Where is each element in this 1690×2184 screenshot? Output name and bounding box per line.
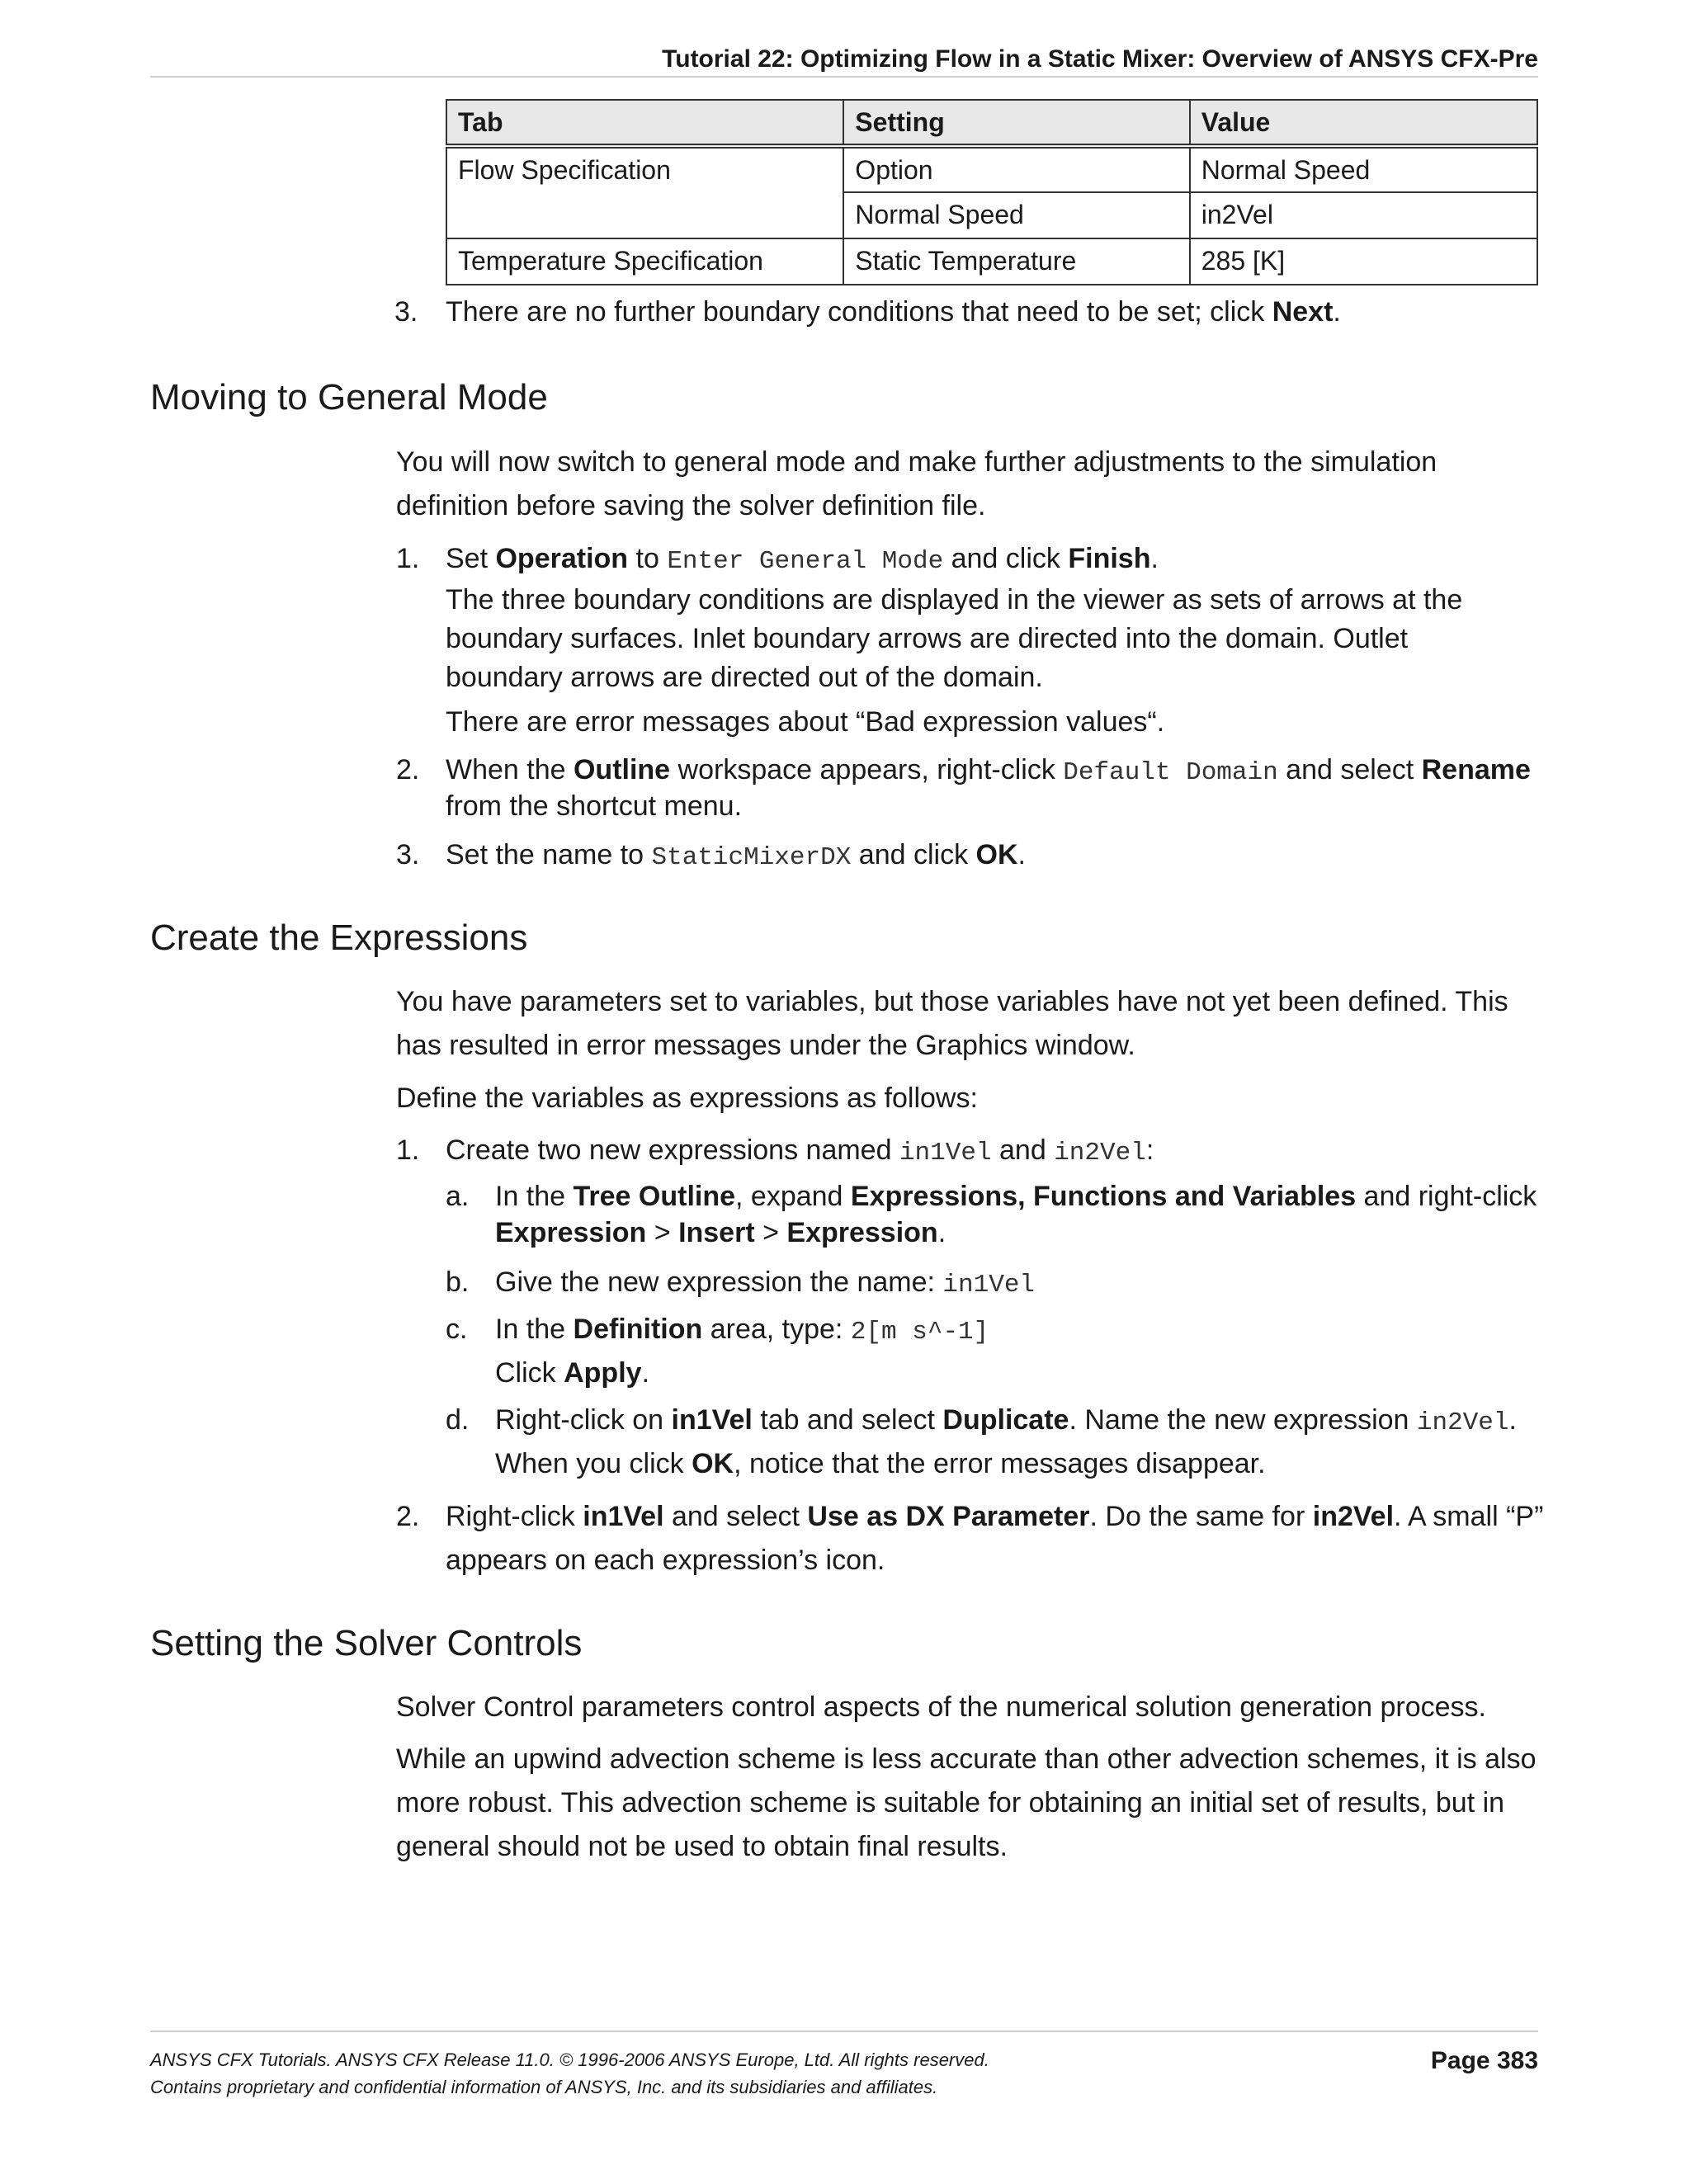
section-heading-expressions: Create the Expressions	[150, 917, 528, 958]
text: and select	[1277, 754, 1422, 785]
page-header-title: Tutorial 22: Optimizing Flow in a Static Mixer: Overview of ANSYS CFX-Pre	[662, 45, 1538, 73]
paragraph-line: boundary arrows are directed out of the domain.	[446, 662, 1043, 693]
code-term: 2[m s^-1]	[850, 1318, 989, 1347]
bold-term: in1Vel	[671, 1404, 753, 1436]
code-term: in1Vel	[942, 1271, 1036, 1300]
text: Set	[446, 543, 496, 574]
text: .	[641, 1357, 650, 1389]
paragraph-line: general should not be used to obtain final results.	[396, 1831, 1008, 1862]
paragraph-line: more robust. This advection scheme is suitable for obtaining an initial set of results, but in	[396, 1787, 1505, 1818]
bold-term: Use as DX Parameter	[807, 1501, 1090, 1532]
bold-term: OK	[692, 1448, 734, 1479]
substep-a-line2	[495, 1214, 946, 1252]
substep-c-line2	[495, 1351, 649, 1395]
bold-term: Operation	[495, 543, 629, 574]
list-letter: d.	[446, 1404, 470, 1436]
table-row	[446, 238, 1537, 285]
code-term: Default Domain	[1063, 758, 1278, 787]
text: area, type:	[702, 1314, 851, 1345]
footer-confidential: Contains proprietary and confidential information of ANSYS, Inc. and its subsidiaries and affiliates.	[150, 2077, 938, 2097]
text: When you click	[495, 1448, 692, 1479]
text: Right-click on	[495, 1404, 672, 1436]
text: .	[1017, 839, 1026, 870]
list-number: 3.	[396, 839, 420, 870]
list-number: 3.	[394, 296, 418, 328]
text: , notice that the error messages disappear.	[734, 1448, 1266, 1479]
paragraph-line: has resulted in error messages under the Graphics window.	[396, 1030, 1135, 1061]
table-cell-tab: Flow Specification	[446, 146, 843, 238]
substep-d-line2	[495, 1442, 1266, 1486]
footer-copyright: ANSYS CFX Tutorials. ANSYS CFX Release 11.0. © 1996-2006 ANSYS Europe, Ltd. All rights reserved.	[150, 2050, 989, 2070]
list-letter: a.	[446, 1181, 470, 1212]
bold-term: Expression	[786, 1217, 938, 1248]
page-header	[150, 45, 1538, 78]
paragraph-line: The three boundary conditions are displayed in the viewer as sets of arrows at the	[446, 584, 1463, 616]
bold-term: OK	[975, 839, 1018, 870]
table-header-cell: Value	[1190, 100, 1537, 146]
bold-term: Apply	[564, 1357, 642, 1389]
text: tab and select	[752, 1404, 943, 1436]
paragraph-line: While an upwind advection scheme is less accurate than other advection schemes, it is also	[396, 1743, 1537, 1775]
bold-term: Definition	[573, 1314, 703, 1345]
text: . Name the new expression	[1069, 1404, 1417, 1436]
bold-term: Finish	[1068, 543, 1151, 574]
list-letter: b.	[446, 1267, 470, 1298]
table-cell-value: Normal Speed	[1190, 146, 1537, 192]
section-heading-solver-controls: Setting the Solver Controls	[150, 1623, 583, 1663]
code-term: in2Vel	[1054, 1139, 1146, 1167]
list-number: 2.	[396, 754, 420, 785]
text: . Do the same for	[1089, 1501, 1313, 1532]
step-create-expressions	[446, 1129, 1154, 1175]
bold-term: in1Vel	[583, 1501, 664, 1532]
substep-c	[495, 1308, 989, 1354]
text: Set the name to	[446, 839, 652, 870]
substep-d	[495, 1399, 1517, 1445]
text: In the	[495, 1181, 574, 1212]
list-number: 1.	[396, 543, 420, 574]
page-number: Page 383	[1430, 2047, 1538, 2074]
table-header-cell: Tab	[446, 100, 843, 146]
bold-term: in2Vel	[1312, 1501, 1395, 1532]
paragraph-line: appears on each expression’s icon.	[446, 1545, 885, 1576]
table-header-cell: Setting	[843, 100, 1189, 146]
text: There are no further boundary conditions that need to be set; click	[446, 296, 1272, 328]
text: and right-click	[1356, 1181, 1537, 1212]
paragraph-line: Solver Control parameters control aspects of the numerical solution generation process.	[396, 1691, 1487, 1723]
bold-term: Outline	[573, 754, 671, 785]
text: Click	[495, 1357, 564, 1389]
substep-a	[495, 1175, 1537, 1219]
code-term: in1Vel	[899, 1139, 992, 1167]
substep-b	[495, 1261, 1035, 1307]
paragraph-line: There are error messages about “Bad expression values“.	[446, 706, 1165, 738]
text: and click	[943, 543, 1069, 574]
code-term: in2Vel	[1416, 1408, 1509, 1437]
text: .	[1150, 543, 1159, 574]
bold-term: Expression	[495, 1217, 647, 1248]
step-set-operation	[446, 537, 1159, 583]
text: . A small “P”	[1394, 1501, 1544, 1532]
paragraph-line: You will now switch to general mode and make further adjustments to the simulation	[396, 446, 1437, 478]
section-heading-general-mode: Moving to General Mode	[150, 377, 548, 417]
bold-term: Rename	[1421, 754, 1531, 785]
text: and click	[851, 839, 976, 870]
text: .	[937, 1217, 946, 1248]
footer-divider	[150, 2031, 1538, 2032]
text: .	[1333, 296, 1341, 328]
paragraph-line: from the shortcut menu.	[446, 790, 743, 822]
table-cell-value: 285 [K]	[1190, 238, 1537, 285]
table-cell-value: in2Vel	[1190, 192, 1537, 238]
text: , expand	[735, 1181, 851, 1212]
step-use-dx-parameter	[446, 1495, 1543, 1539]
text: :	[1145, 1134, 1154, 1166]
table-cell-tab: Temperature Specification	[446, 238, 843, 285]
bold-term: Expressions, Functions and Variables	[850, 1181, 1357, 1212]
text: workspace appears, right-click	[670, 754, 1064, 785]
next-label: Next	[1272, 296, 1334, 328]
list-letter: c.	[446, 1314, 468, 1345]
paragraph-line: Define the variables as expressions as follows:	[396, 1083, 978, 1114]
paragraph-line: boundary surfaces. Inlet boundary arrows are directed into the domain. Outlet	[446, 623, 1409, 654]
text: Give the new expression the name:	[495, 1267, 943, 1298]
text: and	[991, 1134, 1055, 1166]
text: and select	[663, 1501, 808, 1532]
bold-term: Tree Outline	[573, 1181, 736, 1212]
bold-term: Insert	[678, 1217, 755, 1248]
table-cell-setting: Normal Speed	[843, 192, 1189, 238]
code-term: StaticMixerDX	[651, 843, 852, 872]
list-number: 1.	[396, 1134, 420, 1166]
text: to	[628, 543, 668, 574]
paragraph-line: definition before saving the solver definition file.	[396, 490, 986, 521]
text: When the	[446, 754, 574, 785]
text: >	[754, 1217, 787, 1248]
code-term: Enter General Mode	[667, 547, 944, 576]
text: Create two new expressions named	[446, 1134, 899, 1166]
step-no-further-conditions	[446, 290, 1341, 334]
bold-term: Duplicate	[942, 1404, 1069, 1436]
table-row	[446, 146, 1537, 192]
text: >	[646, 1217, 679, 1248]
paragraph-line: You have parameters set to variables, but those variables have not yet been defined. This	[396, 986, 1508, 1017]
boundary-settings-table	[446, 99, 1538, 285]
table-cell-setting: Static Temperature	[843, 238, 1189, 285]
text: Right-click	[446, 1501, 583, 1532]
text: In the	[495, 1314, 574, 1345]
list-number: 2.	[396, 1501, 420, 1532]
step-set-name	[446, 833, 1026, 880]
text: .	[1508, 1404, 1517, 1436]
table-cell-setting: Option	[843, 146, 1189, 192]
table-header-row	[446, 100, 1537, 146]
